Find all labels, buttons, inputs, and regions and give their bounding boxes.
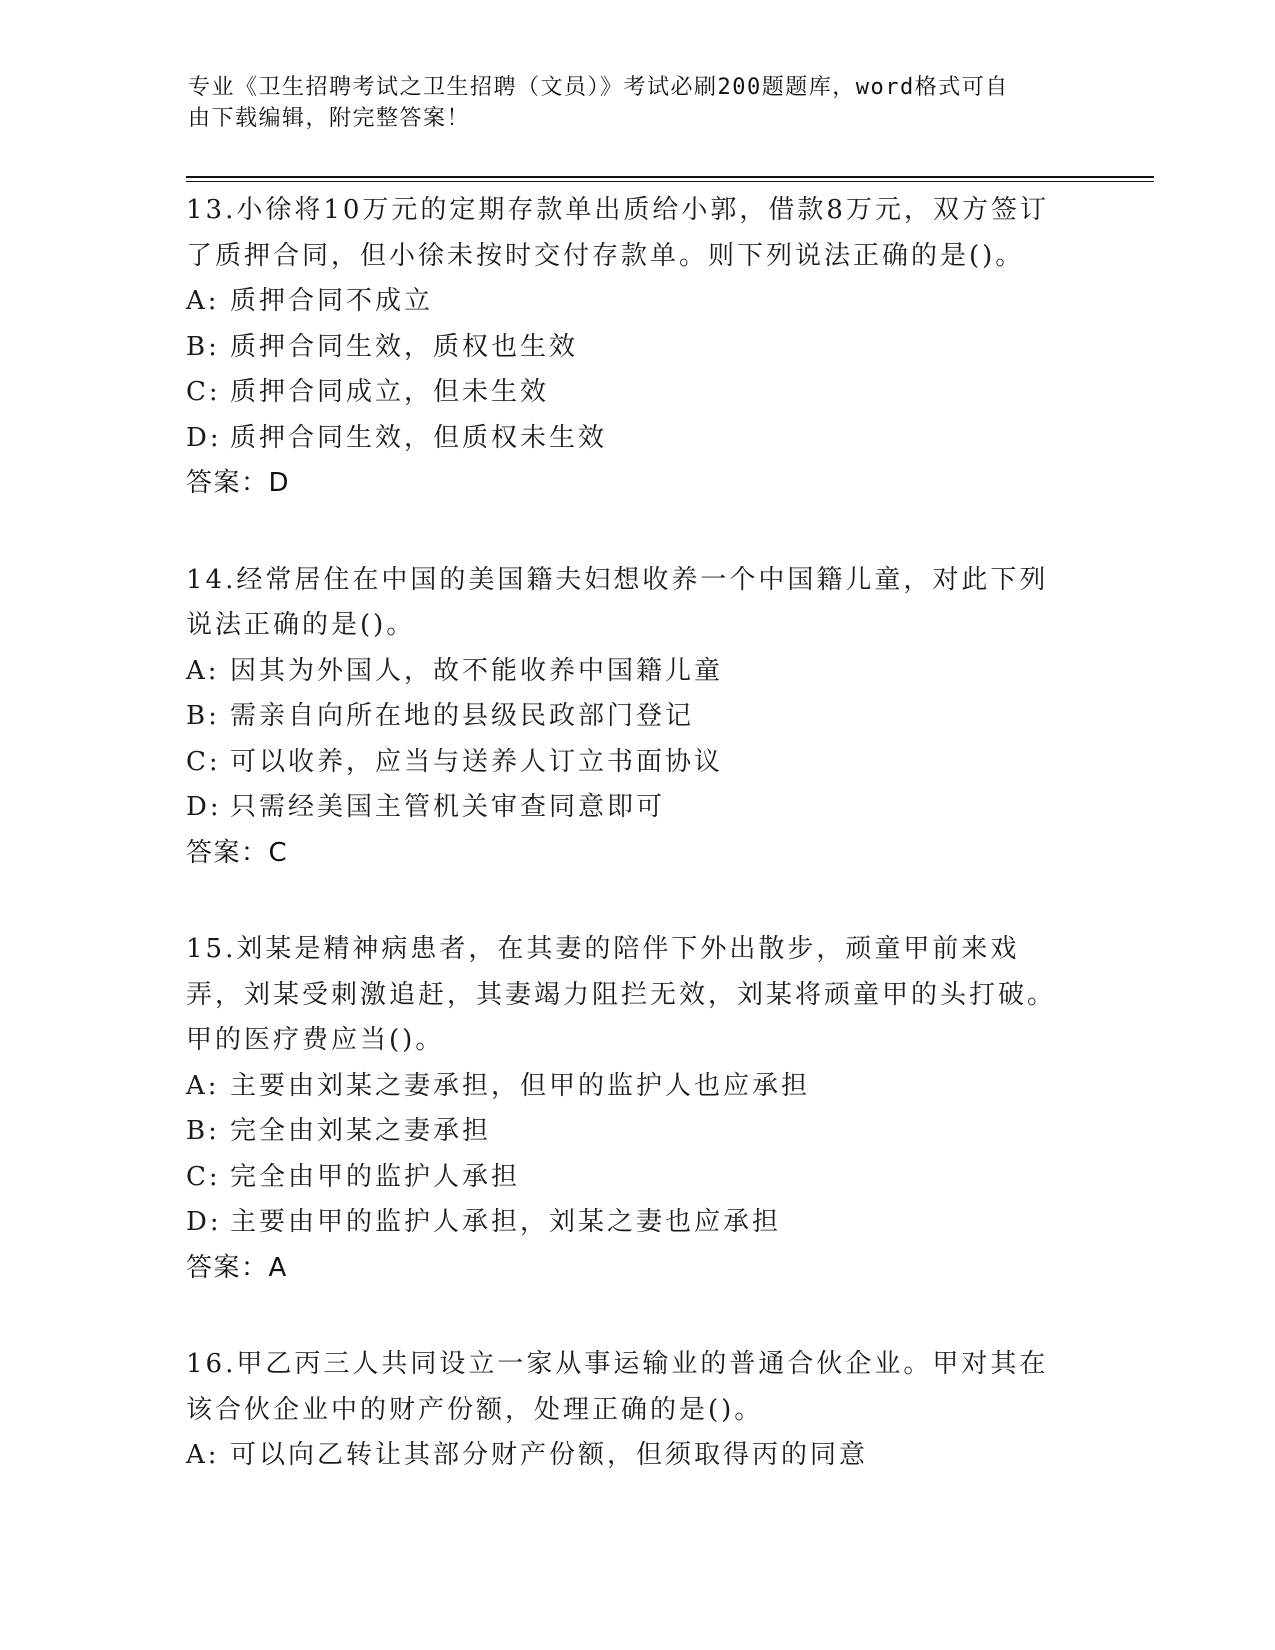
- option-text: 质押合同生效，但质权未生效: [230, 422, 608, 453]
- header-divider-thin: [186, 181, 1154, 182]
- option-label: B:: [186, 701, 220, 731]
- option-d: [186, 785, 1086, 831]
- answer-text: 答案：C: [186, 837, 289, 868]
- option-a: [186, 1064, 1086, 1110]
- option-label: A:: [186, 1440, 220, 1470]
- question-list: [186, 188, 1086, 1530]
- option-label: C:: [186, 746, 221, 777]
- option-text: 可以向乙转让其部分财产份额，但须取得丙的同意: [230, 1440, 869, 1470]
- option-text: 完全由刘某之妻承担: [230, 1116, 492, 1146]
- option-b: [186, 1109, 1086, 1155]
- question-item: [186, 927, 1086, 1291]
- option-text: 因其为外国人，故不能收养中国籍儿童: [230, 655, 724, 686]
- answer-text: 答案：A: [186, 1252, 288, 1283]
- option-b: [186, 325, 1086, 371]
- header-line-2: 由下载编辑，附完整答案！: [188, 106, 471, 131]
- option-label: B:: [186, 1116, 220, 1146]
- question-item: [186, 558, 1086, 877]
- option-d: [186, 1200, 1086, 1246]
- option-text: 主要由刘某之妻承担，但甲的监护人也应承担: [230, 1070, 811, 1101]
- question-item: [186, 188, 1086, 507]
- question-text: 14.经常居住在中国的美国籍夫妇想收养一个中国籍儿童，对此下列说法正确的是()。: [186, 564, 1049, 640]
- option-label: B:: [186, 331, 220, 362]
- option-c: [186, 1155, 1086, 1201]
- option-label: A:: [186, 286, 220, 316]
- option-a: [186, 279, 1086, 325]
- option-text: 质押合同成立，但未生效: [230, 377, 550, 407]
- option-c: [186, 740, 1086, 786]
- option-a: [186, 649, 1086, 695]
- question-text: 16.甲乙丙三人共同设立一家从事运输业的普通合伙企业。甲对其在该合伙企业中的财产份额，处理正确的是()。: [186, 1349, 1049, 1425]
- option-text: 只需经美国主管机关审查同意即可: [230, 792, 666, 822]
- option-text: 主要由甲的监护人承担，刘某之妻也应承担: [230, 1207, 782, 1237]
- document-header: [188, 72, 1068, 134]
- option-label: A:: [186, 655, 220, 686]
- option-label: C:: [186, 1161, 221, 1192]
- question-text: 13.小徐将10万元的定期存款单出质给小郭，借款8万元，双方签订了质押合同，但小徐未按时交付存款单。则下列说法正确的是()。: [186, 195, 1049, 271]
- option-text: 完全由甲的监护人承担: [230, 1161, 521, 1192]
- option-label: A:: [186, 1070, 220, 1101]
- header-divider-thick: [186, 176, 1154, 178]
- option-text: 可以收养，应当与送养人订立书面协议: [230, 746, 724, 777]
- question-item: [186, 1342, 1086, 1479]
- option-c: [186, 370, 1086, 416]
- question-text: 15.刘某是精神病患者，在其妻的陪伴下外出散步，顽童甲前来戏弄，刘某受刺激追赶，其妻竭力阻拦无效，刘某将顽童甲的头打破。甲的医疗费应当()。: [186, 934, 1057, 1055]
- option-label: D:: [186, 792, 222, 822]
- answer-text: 答案：D: [186, 468, 291, 498]
- option-a: [186, 1433, 1086, 1479]
- option-text: 质押合同不成立: [230, 286, 434, 316]
- option-label: C:: [186, 377, 221, 407]
- header-line-1: 专业《卫生招聘考试之卫生招聘（文员）》考试必刷200题题库，word格式可自: [188, 75, 1009, 100]
- option-label: D:: [186, 1207, 222, 1237]
- option-text: 质押合同生效，质权也生效: [230, 331, 579, 362]
- option-text: 需亲自向所在地的县级民政部门登记: [230, 701, 695, 731]
- option-label: D:: [186, 422, 222, 453]
- option-b: [186, 694, 1086, 740]
- option-d: [186, 416, 1086, 462]
